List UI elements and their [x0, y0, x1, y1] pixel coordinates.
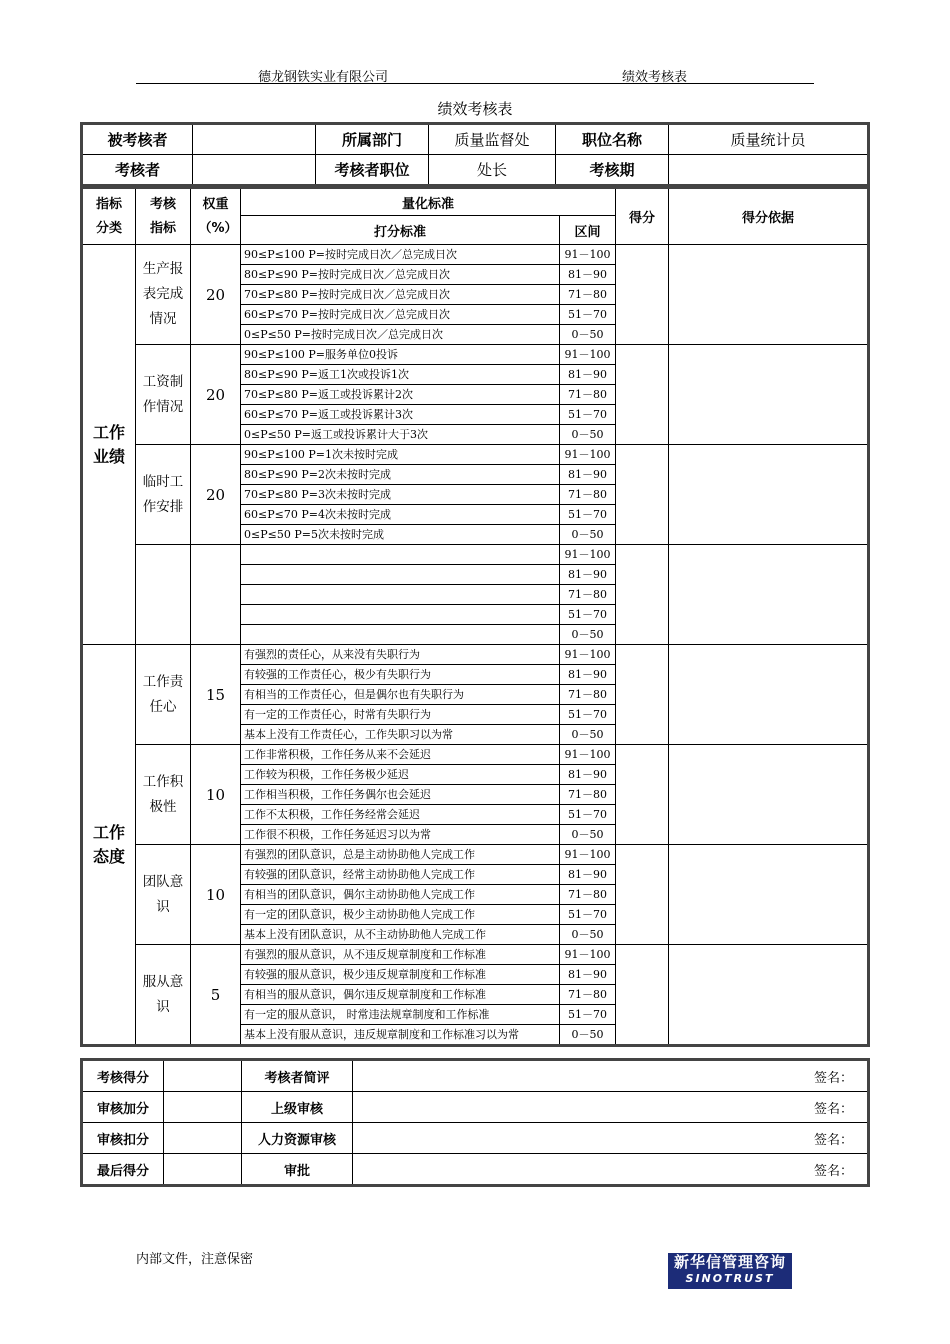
logo-cn-text: 新华信管理咨询: [673, 1253, 786, 1271]
criteria-text: 70≤P≤80 P=3次未按时完成: [241, 485, 560, 505]
criteria-text: 工作很不积极，工作任务延迟习以为常: [241, 825, 560, 845]
indicator-cell: 工作积极性: [136, 745, 191, 845]
range-text: 81－90: [560, 765, 616, 785]
signature-field[interactable]: 签名：: [353, 1123, 869, 1154]
basis-field[interactable]: [669, 545, 869, 645]
range-text: 51－70: [560, 1005, 616, 1025]
criteria-text: 有一定的工作责任心，时常有失职行为: [241, 705, 560, 725]
basis-field[interactable]: [669, 345, 869, 445]
col-header-basis: 得分依据: [669, 188, 869, 245]
criteria-text: [241, 585, 560, 605]
signature-field[interactable]: 签名：: [353, 1092, 869, 1123]
col-header-scoring: 打分标准: [241, 216, 560, 245]
signature-field[interactable]: 签名：: [353, 1154, 869, 1186]
basis-field[interactable]: [669, 645, 869, 745]
range-text: 0－50: [560, 525, 616, 545]
range-text: 71－80: [560, 585, 616, 605]
criteria-text: 0≤P≤50 P=按时完成日次／总完成日次: [241, 325, 560, 345]
criteria-row: [82, 545, 869, 565]
range-text: 91－100: [560, 745, 616, 765]
indicator-cell: 工资制作情况: [136, 345, 191, 445]
criteria-text: 有强烈的团队意识，总是主动协助他人完成工作: [241, 845, 560, 865]
range-text: 51－70: [560, 305, 616, 325]
assessee-field[interactable]: [193, 124, 316, 155]
review-label: 人力资源审核: [242, 1123, 353, 1154]
info-table: [80, 122, 870, 187]
criteria-text: 有相当的团队意识，偶尔主动协助他人完成工作: [241, 885, 560, 905]
criteria-text: [241, 625, 560, 645]
summary-label: 最后得分: [82, 1154, 164, 1186]
range-text: 71－80: [560, 985, 616, 1005]
weight-cell: 5: [191, 945, 241, 1046]
weight-cell: 10: [191, 745, 241, 845]
position-label: 职位名称: [556, 124, 669, 155]
summary-row: [82, 1060, 869, 1092]
range-text: 0－50: [560, 925, 616, 945]
criteria-text: 有较强的团队意识，经常主动协助他人完成工作: [241, 865, 560, 885]
assessor-label: 考核者: [82, 155, 193, 186]
review-label: 考核者简评: [242, 1060, 353, 1092]
weight-cell: 15: [191, 645, 241, 745]
period-field[interactable]: [669, 155, 869, 186]
range-text: 0－50: [560, 625, 616, 645]
range-text: 0－50: [560, 825, 616, 845]
summary-value-field[interactable]: [164, 1092, 242, 1123]
weight-cell: 20: [191, 345, 241, 445]
logo-en-text: SINOTRUST: [685, 1272, 775, 1285]
range-text: 51－70: [560, 805, 616, 825]
assessment-table: [80, 186, 870, 1047]
basis-field[interactable]: [669, 245, 869, 345]
range-text: 91－100: [560, 645, 616, 665]
header-doc-type: 绩效考核表: [622, 70, 688, 85]
criteria-row: [82, 745, 869, 765]
category-cell: 工作业绩: [82, 245, 136, 645]
criteria-text: 有一定的团队意识，极少主动协助他人完成工作: [241, 905, 560, 925]
col-header-range: 区间: [560, 216, 616, 245]
score-field[interactable]: [616, 745, 669, 845]
summary-value-field[interactable]: [164, 1123, 242, 1154]
criteria-row: [82, 845, 869, 865]
range-text: 91－100: [560, 245, 616, 265]
criteria-text: 有强烈的服从意识，从不违反规章制度和工作标准: [241, 945, 560, 965]
summary-label: 考核得分: [82, 1060, 164, 1092]
range-text: 81－90: [560, 465, 616, 485]
basis-field[interactable]: [669, 945, 869, 1046]
range-text: 71－80: [560, 285, 616, 305]
dept-label: 所属部门: [316, 124, 429, 155]
summary-label: 审核加分: [82, 1092, 164, 1123]
indicator-cell: 生产报表完成情况: [136, 245, 191, 345]
criteria-text: 有强烈的责任心，从来没有失职行为: [241, 645, 560, 665]
range-text: 81－90: [560, 365, 616, 385]
criteria-row: [82, 245, 869, 265]
basis-field[interactable]: [669, 745, 869, 845]
range-text: 81－90: [560, 265, 616, 285]
basis-field[interactable]: [669, 445, 869, 545]
criteria-text: 0≤P≤50 P=返工或投诉累计大于3次: [241, 425, 560, 445]
indicator-cell: 服从意识: [136, 945, 191, 1046]
range-text: 91－100: [560, 945, 616, 965]
col-header-score: 得分: [616, 188, 669, 245]
criteria-text: 工作较为积极，工作任务极少延迟: [241, 765, 560, 785]
summary-table: [80, 1058, 870, 1187]
score-field[interactable]: [616, 845, 669, 945]
range-text: 71－80: [560, 485, 616, 505]
criteria-row: [82, 445, 869, 465]
range-text: 81－90: [560, 965, 616, 985]
range-text: 51－70: [560, 505, 616, 525]
criteria-text: 0≤P≤50 P=5次未按时完成: [241, 525, 560, 545]
col-header-indicator: 考核指标: [136, 188, 191, 245]
criteria-text: 工作不太积极，工作任务经常会延迟: [241, 805, 560, 825]
range-text: 91－100: [560, 845, 616, 865]
indicator-cell: 工作责任心: [136, 645, 191, 745]
summary-row: [82, 1154, 869, 1186]
criteria-row: [82, 345, 869, 365]
score-field[interactable]: [616, 445, 669, 545]
criteria-text: [241, 545, 560, 565]
range-text: 81－90: [560, 865, 616, 885]
score-field[interactable]: [616, 545, 669, 645]
col-header-category: 指标分类: [82, 188, 136, 245]
criteria-text: 有一定的服从意识， 时常违法规章制度和工作标准: [241, 1005, 560, 1025]
range-text: 51－70: [560, 705, 616, 725]
criteria-text: 90≤P≤100 P=按时完成日次／总完成日次: [241, 245, 560, 265]
range-text: 71－80: [560, 785, 616, 805]
criteria-text: 60≤P≤70 P=返工或投诉累计3次: [241, 405, 560, 425]
indicator-cell: 临时工作安排: [136, 445, 191, 545]
confidential-note: 内部文件，注意保密: [136, 1252, 254, 1267]
range-text: 0－50: [560, 325, 616, 345]
criteria-text: 80≤P≤90 P=按时完成日次／总完成日次: [241, 265, 560, 285]
position-field[interactable]: 质量统计员: [669, 124, 869, 155]
score-field[interactable]: [616, 245, 669, 345]
range-text: 81－90: [560, 565, 616, 585]
signature-field[interactable]: 签名：: [353, 1060, 869, 1092]
criteria-text: 基本上没有服从意识，违反规章制度和工作标准习以为常: [241, 1025, 560, 1046]
range-text: 0－50: [560, 425, 616, 445]
assessor-position-field[interactable]: 处长: [429, 155, 556, 186]
criteria-text: 60≤P≤70 P=按时完成日次／总完成日次: [241, 305, 560, 325]
criteria-text: 有较强的工作责任心，极少有失职行为: [241, 665, 560, 685]
score-field[interactable]: [616, 645, 669, 745]
range-text: 71－80: [560, 385, 616, 405]
range-text: 81－90: [560, 665, 616, 685]
criteria-text: 工作非常积极，工作任务从来不会延迟: [241, 745, 560, 765]
criteria-text: 60≤P≤70 P=4次未按时完成: [241, 505, 560, 525]
header-company: 德龙钢铁实业有限公司: [258, 70, 389, 85]
basis-field[interactable]: [669, 845, 869, 945]
summary-value-field[interactable]: [164, 1060, 242, 1092]
range-text: 91－100: [560, 545, 616, 565]
weight-cell: 20: [191, 445, 241, 545]
summary-label: 审核扣分: [82, 1123, 164, 1154]
range-text: 0－50: [560, 1025, 616, 1046]
range-text: 71－80: [560, 685, 616, 705]
period-label: 考核期: [556, 155, 669, 186]
range-text: 91－100: [560, 345, 616, 365]
range-text: 91－100: [560, 445, 616, 465]
criteria-row: [82, 945, 869, 965]
page-title: 绩效考核表: [437, 100, 513, 118]
criteria-text: 90≤P≤100 P=服务单位0投诉: [241, 345, 560, 365]
criteria-text: 70≤P≤80 P=返工或投诉累计2次: [241, 385, 560, 405]
criteria-text: 有较强的服从意识，极少违反规章制度和工作标准: [241, 965, 560, 985]
header-divider: [136, 83, 814, 84]
criteria-text: 90≤P≤100 P=1次未按时完成: [241, 445, 560, 465]
criteria-text: 基本上没有团队意识，从不主动协助他人完成工作: [241, 925, 560, 945]
criteria-text: 有相当的工作责任心，但是偶尔也有失职行为: [241, 685, 560, 705]
sinotrust-logo: [668, 1253, 792, 1289]
criteria-text: 80≤P≤90 P=2次未按时完成: [241, 465, 560, 485]
criteria-row: [82, 645, 869, 665]
range-text: 51－70: [560, 405, 616, 425]
weight-cell: [191, 545, 241, 645]
criteria-text: 70≤P≤80 P=按时完成日次／总完成日次: [241, 285, 560, 305]
score-field[interactable]: [616, 345, 669, 445]
assessee-label: 被考核者: [82, 124, 193, 155]
range-text: 71－80: [560, 885, 616, 905]
criteria-text: 有相当的服从意识，偶尔违反规章制度和工作标准: [241, 985, 560, 1005]
criteria-text: 基本上没有工作责任心，工作失职习以为常: [241, 725, 560, 745]
criteria-text: 80≤P≤90 P=返工1次或投诉1次: [241, 365, 560, 385]
indicator-cell: [136, 545, 191, 645]
summary-value-field[interactable]: [164, 1154, 242, 1186]
range-text: 0－50: [560, 725, 616, 745]
review-label: 上级审核: [242, 1092, 353, 1123]
indicator-cell: 团队意识: [136, 845, 191, 945]
criteria-text: 工作相当积极，工作任务偶尔也会延迟: [241, 785, 560, 805]
col-header-weight: 权重（%）: [191, 188, 241, 245]
weight-cell: 20: [191, 245, 241, 345]
range-text: 51－70: [560, 905, 616, 925]
assessor-field[interactable]: [193, 155, 316, 186]
range-text: 51－70: [560, 605, 616, 625]
criteria-text: [241, 565, 560, 585]
col-header-quant: 量化标准: [241, 188, 616, 216]
criteria-text: [241, 605, 560, 625]
score-field[interactable]: [616, 945, 669, 1046]
dept-field[interactable]: 质量监督处: [429, 124, 556, 155]
review-label: 审批: [242, 1154, 353, 1186]
assessor-position-label: 考核者职位: [316, 155, 429, 186]
summary-row: [82, 1092, 869, 1123]
summary-row: [82, 1123, 869, 1154]
weight-cell: 10: [191, 845, 241, 945]
category-cell: 工作态度: [82, 645, 136, 1046]
